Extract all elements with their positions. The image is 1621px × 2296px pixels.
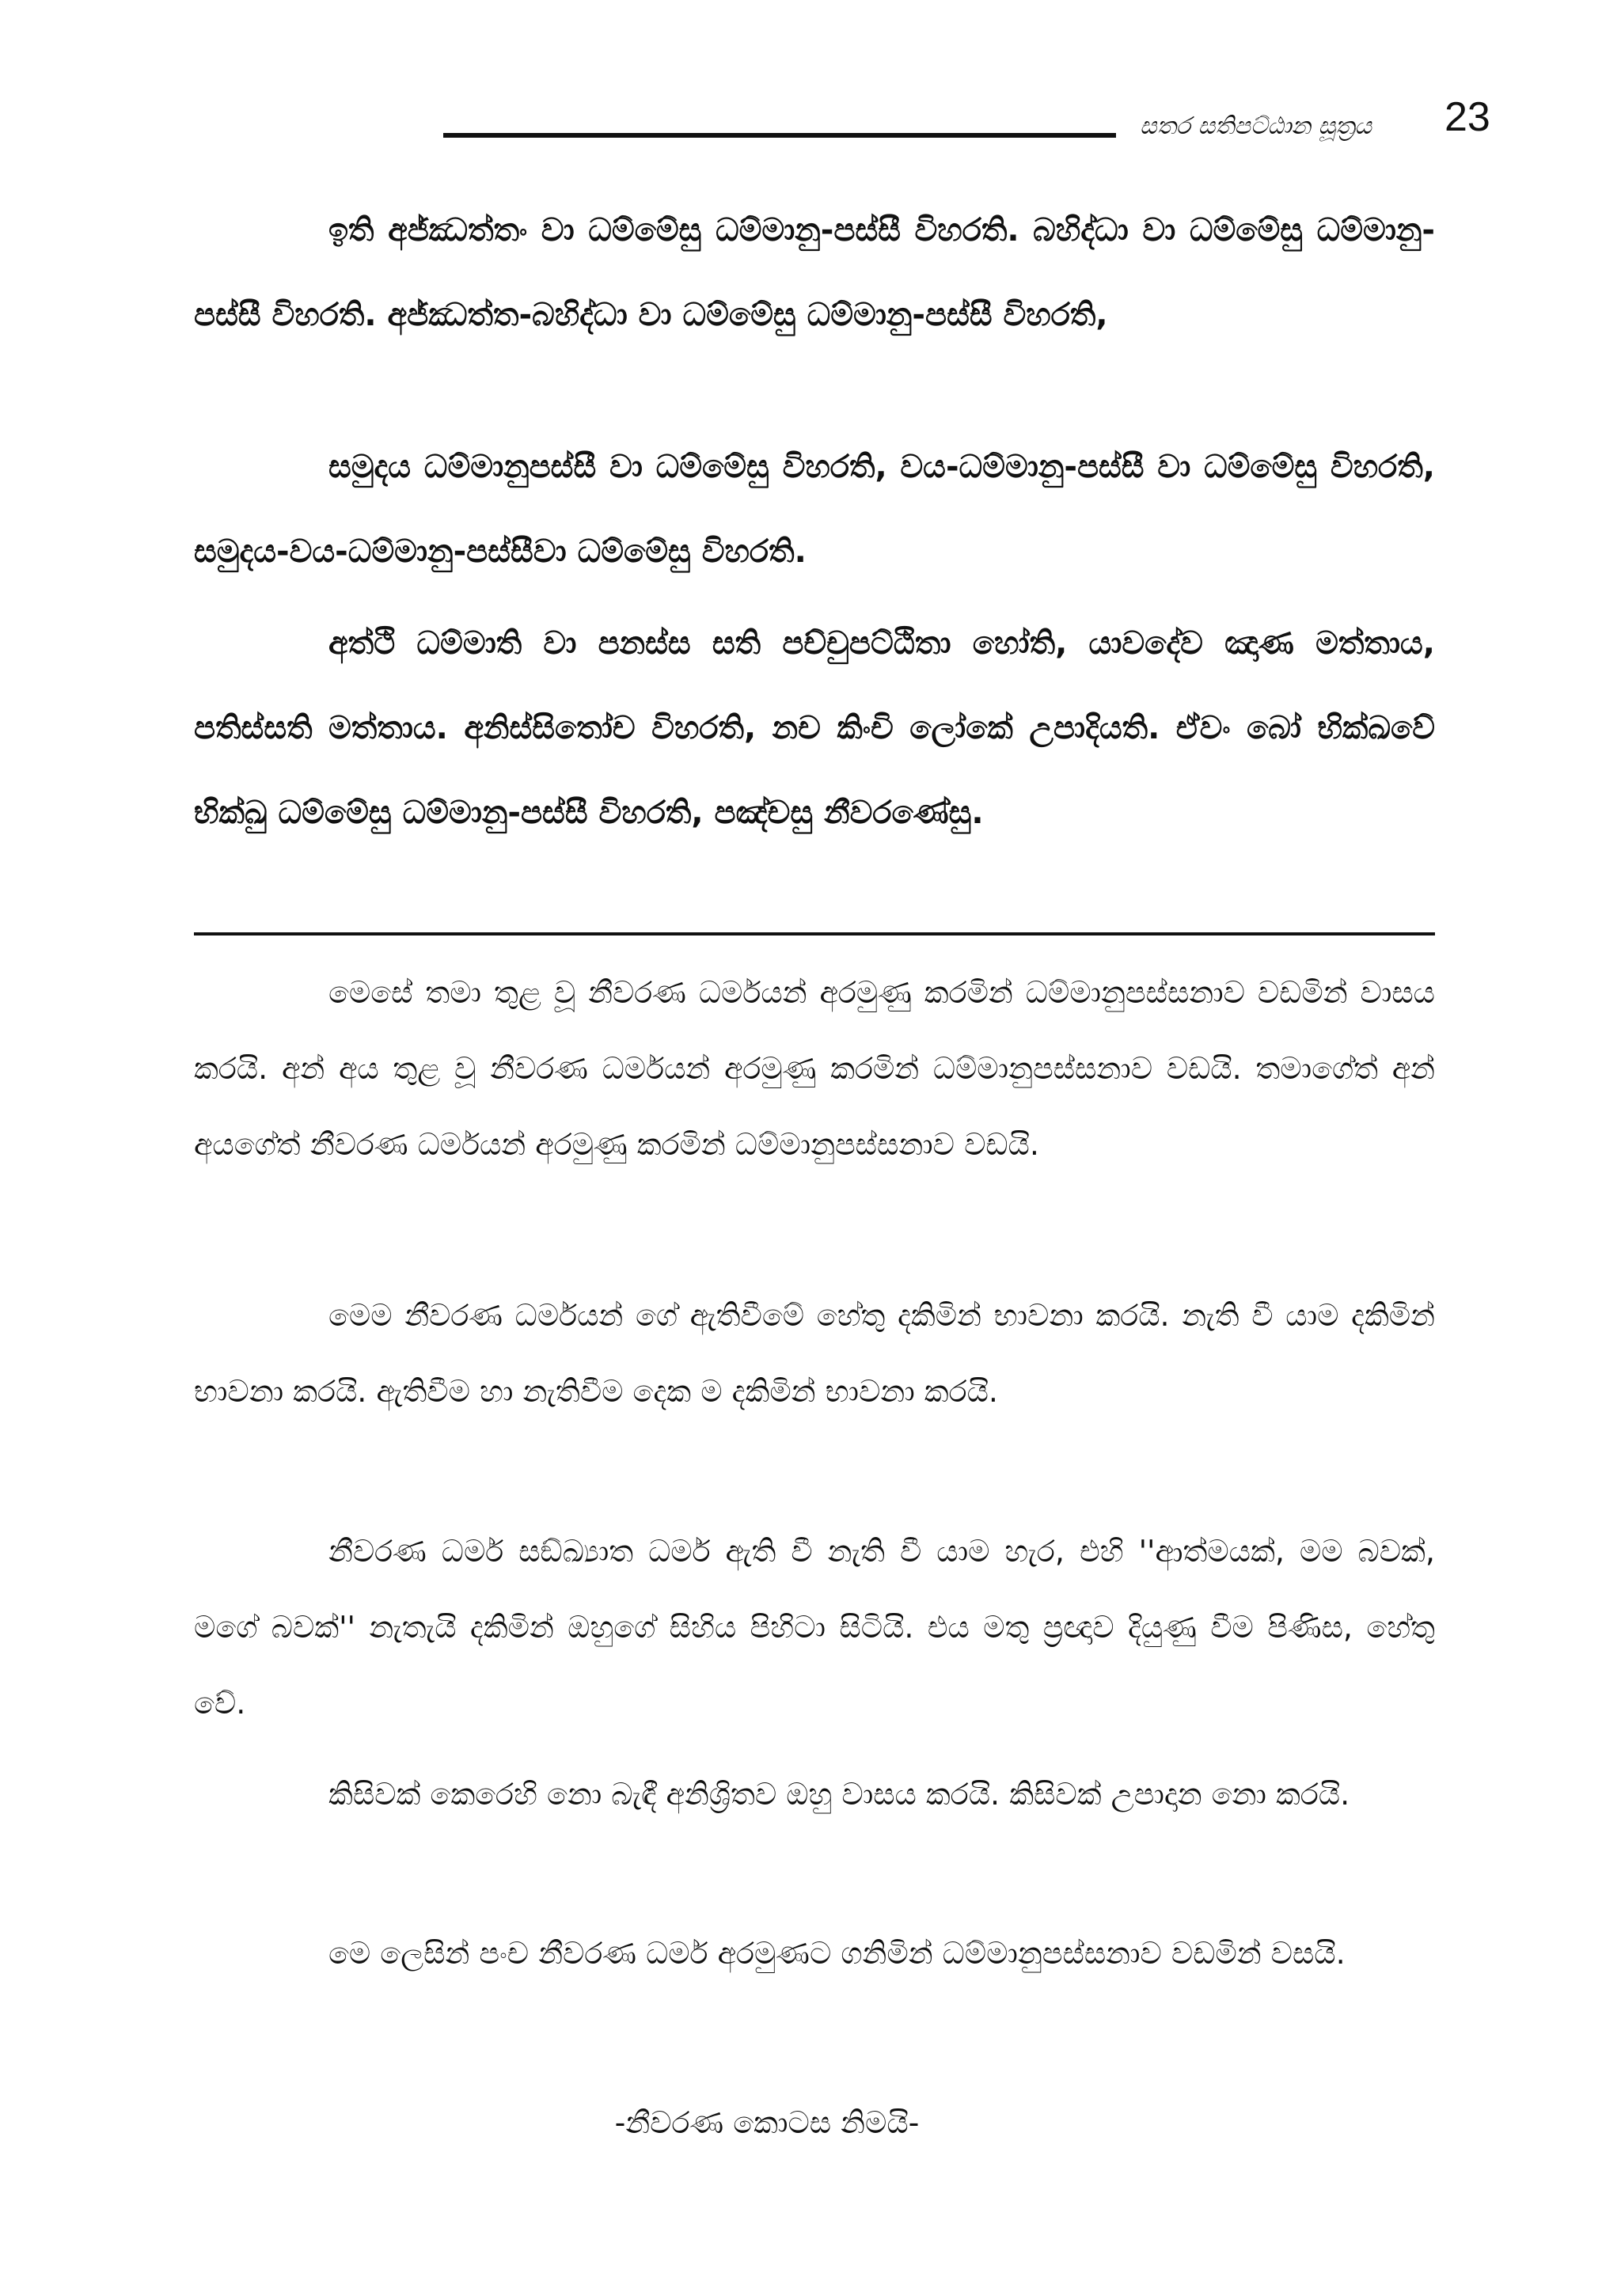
explanation-paragraph: මෙසේ තමා තුළ වූ නීවරණ ධර්මයන් අරමුණු කරමින් ධම්මානුපස්සනාව වඩමින් වාසය කරයි. අන් අය තුළ වූ නීවරණ ධර්මයන් අරමුණු කරමින් ධම්මානුපස්සනාව වඩයි. තමාගේත් අන් අයගේත් නීවරණ ධර්මයන් අරමුණු කරමින් ධම්මානුපස්සනාව වඩයි. <box>194 975 1435 1162</box>
pali-verse-paragraph: ඉති අජ්ඣත්තං වා ධම්මේසු ධම්මානු-පස්සී විහරති. බහිද්ධා වා ධම්මේසු ධම්මානු-පස්සී විහරති. අජ්ඣත්ත-බහිද්ධා වා ධම්මේසු ධම්මානු-පස්සී විහරති, <box>194 212 1435 333</box>
section-divider <box>194 932 1435 935</box>
running-title: සතර සතිපට්ඨාන සූත්‍රය <box>1140 112 1372 140</box>
explanation-paragraph: මෙම නීවරණ ධර්මයන් ගේ ඇතිවීමේ හේතු දකිමින් භාවනා කරයි. නැති වී යාම දකිමින් භාවනා කරයි. ඇතිවීම හා නැතිවීම දෙක ම දකිමින් භාවනා කරයි. <box>194 1298 1435 1409</box>
pali-verse-paragraph: සමුදය ධම්මානුපස්සී වා ධම්මේසු විහරති, වය-ධම්මානු-පස්සී වා ධම්මේසු විහරති, සමුදය-වය-ධම්මානු-පස්සීවා ධම්මේසු විහරති. <box>194 449 1435 570</box>
explanation-paragraph: නීවරණ ධර්ම සඞ්ඛ්‍යාත ධර්ම ඇති වී නැති වී යාම හැර, එහි ''ආත්මයක්, මම බවක්, මගේ බවක්'' නැතැයි දකිමින් ඔහුගේ සිහිය පිහිටා සිටියි. එය මතු ප්‍රඥාව දියුණු වීම පිණිස, හේතු වේ. <box>194 1534 1435 1721</box>
explanation-paragraph: මෙ ලෙසින් පංච නීවරණ ධර්ම අරමුණට ගනිමින් ධම්මානුපස්සනාව වඩමින් වසයි. <box>328 1936 1346 1971</box>
explanation-paragraph: කිසිවක් කෙරෙහි නො බැඳී අනිශ්‍රිතව ඔහු වාසය කරයි. කිසිවක් උපාදාන නො කරයි. <box>328 1777 1350 1812</box>
page-number: 23 <box>1444 94 1490 140</box>
section-end-line: -නීවරණ කොටස නිමයි- <box>614 2105 920 2140</box>
header-rule <box>443 133 1116 138</box>
pali-verse-paragraph: අත්ථි ධම්මාති වා පනස්ස සති පච්චුපට්ඨිතා හෝති, යාවදේව ඤාණ මත්තාය, පතිස්සති මත්තාය. අනිස්සිතෝච විහරති, නච කිංචි ලෝකේ උපාදියති. ඒවං බෝ භික්ඛවේ භික්ඛු ධම්මේසු ධම්මානු-පස්සී විහරති, පඤ්චසු නීවරණේසු. <box>194 625 1435 831</box>
page-header <box>443 93 1498 165</box>
